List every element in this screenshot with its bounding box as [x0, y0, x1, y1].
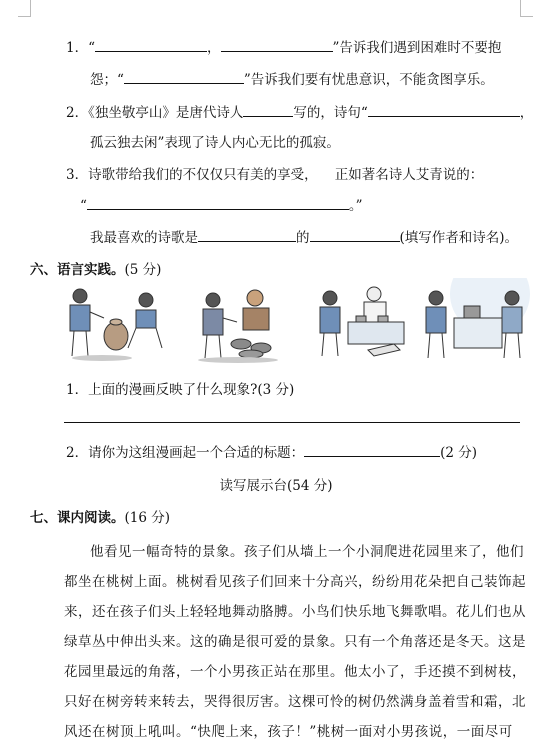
- section-6-question-1: 1．上面的漫画反映了什么现象?(3 分): [66, 382, 295, 398]
- answer-blank[interactable]: [87, 197, 349, 210]
- reading-passage-line: 他看见一幅奇特的景象。孩子们从墙上一个小洞爬进花园里来了，他们: [90, 544, 524, 560]
- answer-blank[interactable]: [243, 104, 293, 117]
- section-6-heading: 六、语言实践。(5 分): [30, 262, 162, 278]
- answer-blank[interactable]: [95, 39, 207, 52]
- comic-strip: [58, 278, 528, 364]
- reading-passage-line: 花园里最远的角落，一个小男孩正站在那里。他太小了，手还摸不到树枝，: [64, 664, 526, 680]
- answer-blank[interactable]: [310, 229, 400, 242]
- question-2-line-2: 孤云独去闲”表现了诗人内心无比的孤寂。: [90, 135, 340, 151]
- reading-passage-line: 来，还在孩子们头上轻轻地舞动胳膊。小鸟们快乐地飞舞歌唱。花儿们也从: [64, 604, 526, 620]
- answer-blank[interactable]: [221, 39, 333, 52]
- page-corner-mark-left: [18, 0, 31, 17]
- answer-blank[interactable]: [198, 229, 296, 242]
- comic-panel-4: [420, 278, 530, 364]
- answer-blank[interactable]: [124, 71, 244, 84]
- question-2-number: 2．: [66, 105, 89, 121]
- reading-passage-line: 绿草丛中伸出头来。这的确是很可爱的景象。只有一个角落还是冬天。这是: [64, 634, 526, 650]
- reading-passage-line: 风还在树顶上吼叫。“快爬上来，孩子！”桃树一面对小男孩说，一面尽可: [64, 724, 513, 740]
- question-1-line-1: 1．“ ， ”告诉我们遇到困难时不要抱: [66, 40, 502, 56]
- page-corner-mark-right: [520, 0, 533, 17]
- section-6-answer-line[interactable]: [64, 422, 520, 423]
- answer-blank[interactable]: [368, 104, 520, 117]
- section-6-question-2: 2．请你为这组漫画起一个合适的标题： (2 分): [66, 445, 478, 461]
- question-3-line-3: 我最喜欢的诗歌是 的 (填写作者和诗名)。: [90, 230, 519, 246]
- question-1-line-2: 怨；“ ”告诉我们要有忧患意识，不能贪图享乐。: [90, 72, 494, 88]
- question-3-line-2: “ 。”: [80, 198, 363, 214]
- section-heading-centered: 读写展示台(54 分): [219, 478, 333, 494]
- question-3-line-1: 3．诗歌带给我们的不仅仅只有美的享受， 正如著名诗人艾青说的：: [66, 167, 484, 183]
- comic-panel-2: [183, 278, 293, 364]
- question-1-number: 1．: [66, 40, 89, 56]
- question-3-number: 3．: [66, 167, 89, 183]
- comic-panel-1: [58, 278, 168, 364]
- answer-blank[interactable]: [304, 444, 440, 457]
- reading-passage-line: 只好在树旁转来转去，哭得很厉害。这棵可怜的树仍然满身盖着雪和霜，北: [64, 694, 526, 710]
- comic-panel-3: [308, 278, 418, 364]
- section-7-heading: 七、课内阅读。(16 分): [30, 510, 171, 526]
- question-2-line-1: 2．《独坐敬亭山》是唐代诗人 写的，诗句“ ，: [66, 105, 534, 121]
- reading-passage-line: 都坐在桃树上面。桃树看见孩子们回来十分高兴，纷纷用花朵把自己装饰起: [64, 574, 526, 590]
